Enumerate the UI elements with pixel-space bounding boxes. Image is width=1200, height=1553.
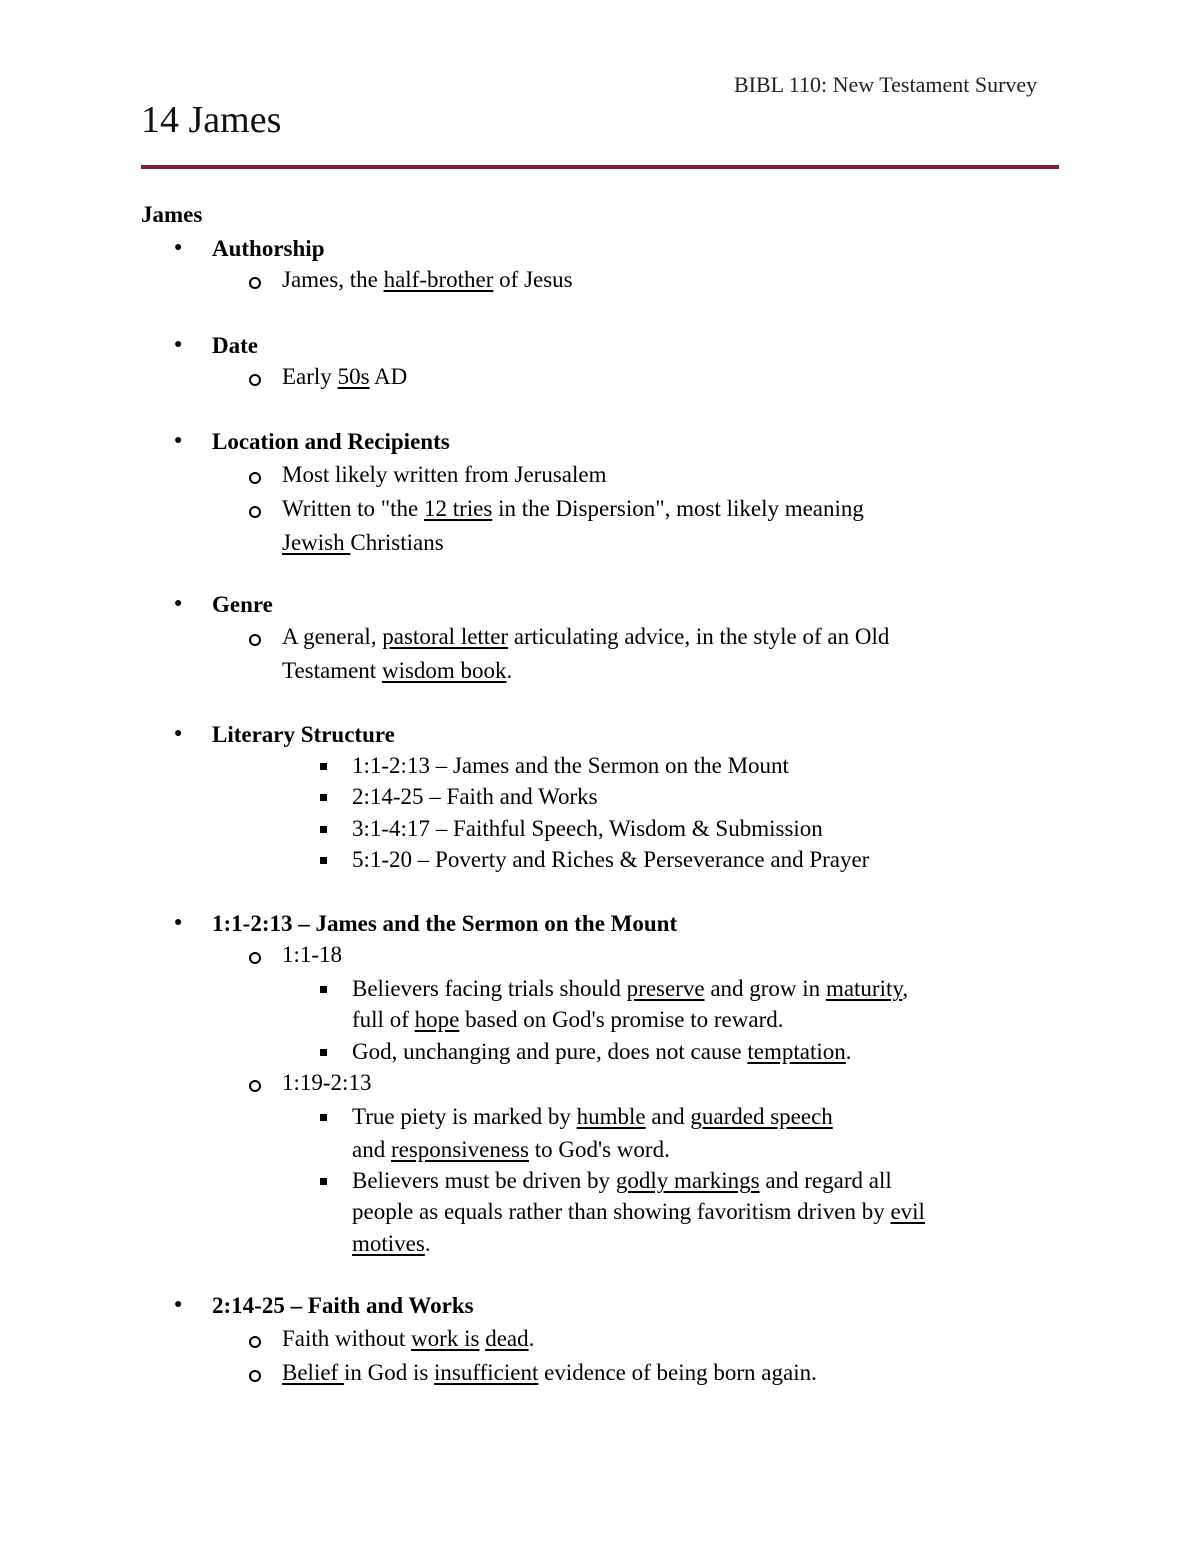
section1-sub2-point1-cont: and responsiveness to God's word.: [352, 1137, 670, 1162]
circle-bullet-icon: [248, 1335, 262, 1349]
genre-item-cont: Testament wisdom book.: [282, 658, 513, 683]
circle-bullet-icon: [248, 276, 262, 290]
bullet-icon: ●: [174, 726, 183, 741]
location-item-2-cont: Jewish Christians: [282, 530, 444, 555]
section1-sub2-point2-cont: people as equals rather than showing favoritism driven by evil: [352, 1199, 925, 1224]
course-header: BIBL 110: New Testament Survey: [734, 72, 1038, 97]
square-bullet-icon: [320, 1178, 327, 1185]
genre-label: Genre: [212, 592, 273, 617]
section1-sub1-point1-cont: full of hope based on God's promise to reward.: [352, 1007, 784, 1032]
authorship-label: Authorship: [212, 236, 325, 261]
circle-bullet-icon: [248, 951, 262, 965]
genre-item: A general, pastoral letter articulating advice, in the style of an Old: [282, 624, 890, 649]
bullet-icon: ●: [174, 1297, 183, 1312]
structure-label: Literary Structure: [212, 722, 395, 747]
bullet-icon: ●: [174, 915, 183, 930]
bullet-icon: ●: [174, 433, 183, 448]
page-title: 14 James: [141, 99, 282, 141]
section-heading: James: [141, 202, 203, 227]
bullet-icon: ●: [174, 240, 183, 255]
square-bullet-icon: [320, 763, 327, 770]
section1-sub2-point1: True piety is marked by humble and guarded speech: [352, 1104, 833, 1129]
section2-item-2: Belief in God is insufficient evidence of being born again.: [282, 1360, 817, 1385]
bullet-icon: ●: [174, 596, 183, 611]
date-label: Date: [212, 333, 258, 358]
square-bullet-icon: [320, 794, 327, 801]
square-bullet-icon: [320, 1049, 327, 1056]
location-item-2: Written to "the 12 tries in the Dispersion", most likely meaning: [282, 496, 864, 521]
title-divider: [141, 165, 1059, 169]
section1-sub2-label: 1:19-2:13: [282, 1070, 372, 1095]
section1-sub1-point2: God, unchanging and pure, does not cause temptation.: [352, 1039, 852, 1064]
circle-bullet-icon: [248, 633, 262, 647]
bullet-icon: ●: [174, 337, 183, 352]
circle-bullet-icon: [248, 1079, 262, 1093]
location-label: Location and Recipients: [212, 429, 450, 454]
circle-bullet-icon: [248, 471, 262, 485]
section1-sub2-point2-cont2: motives.: [352, 1231, 431, 1256]
structure-item: 1:1-2:13 – James and the Sermon on the Mount: [352, 753, 789, 778]
section1-sub2-point2: Believers must be driven by godly markings and regard all: [352, 1168, 892, 1193]
square-bullet-icon: [320, 986, 327, 993]
date-item: Early 50s AD: [282, 364, 408, 389]
circle-bullet-icon: [248, 1369, 262, 1383]
square-bullet-icon: [320, 857, 327, 864]
section1-sub1-point1: Believers facing trials should preserve and grow in maturity,: [352, 976, 909, 1001]
circle-bullet-icon: [248, 373, 262, 387]
square-bullet-icon: [320, 826, 327, 833]
square-bullet-icon: [320, 1114, 327, 1121]
section1-label: 1:1-2:13 – James and the Sermon on the Mount: [212, 911, 678, 936]
circle-bullet-icon: [248, 505, 262, 519]
structure-item: 5:1-20 – Poverty and Riches & Perseverance and Prayer: [352, 847, 870, 872]
section2-item-1: Faith without work is dead.: [282, 1326, 535, 1351]
authorship-item: James, the half-brother of Jesus: [282, 267, 573, 292]
section1-sub1-label: 1:1-18: [282, 942, 343, 967]
section2-label: 2:14-25 – Faith and Works: [212, 1293, 474, 1318]
location-item-1: Most likely written from Jerusalem: [282, 462, 607, 487]
structure-item: 3:1-4:17 – Faithful Speech, Wisdom & Submission: [352, 816, 823, 841]
structure-item: 2:14-25 – Faith and Works: [352, 784, 598, 809]
